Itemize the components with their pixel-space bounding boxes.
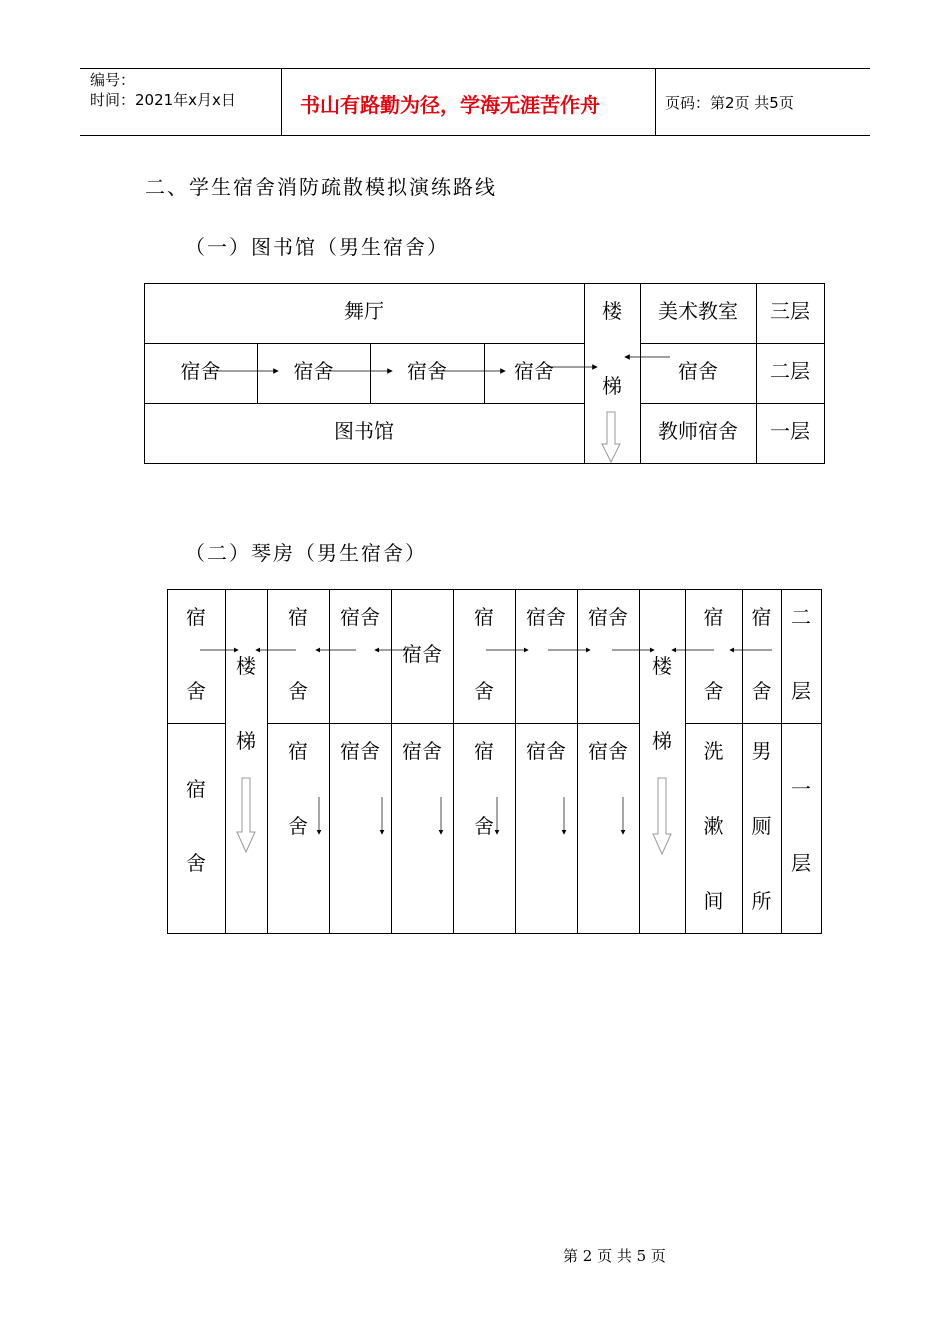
plan2-floor2-ceng: 层 xyxy=(791,679,811,703)
number-label: 编号： xyxy=(90,71,136,89)
plan2-f1-c6-su: 宿 xyxy=(474,739,494,763)
plan2-stair2-ti: 梯 xyxy=(652,729,672,753)
plan2-f2-c3-she: 舍 xyxy=(288,679,308,703)
plan2-f1-c3-she: 舍 xyxy=(288,814,308,838)
plan2-f2-c1-su: 宿 xyxy=(186,605,206,629)
plan2-stair1-hollow-arrow xyxy=(237,778,255,852)
plan2-washroom-1: 洗 xyxy=(703,739,724,763)
plan2-f2-c3-su: 宿 xyxy=(288,605,308,629)
plan1-stair-lou: 楼 xyxy=(602,299,622,323)
plan2-f2-c6-she: 舍 xyxy=(474,679,494,703)
plan2-f1-c1-she: 舍 xyxy=(186,851,206,875)
plan2-stair2-lou: 楼 xyxy=(652,654,672,678)
plan2-f2-c10-su: 宿 xyxy=(703,605,724,629)
time-label: 时间：2021年x月x日 xyxy=(90,91,236,109)
plan2-f2-c8-dorm: 宿舍 xyxy=(588,605,628,629)
plan1-right-dorm: 宿舍 xyxy=(678,359,718,383)
plan2-stair2-hollow-arrow xyxy=(653,778,671,854)
plan1-dorm-1: 宿舍 xyxy=(180,359,221,383)
plan2-f1-c8-dorm: 宿舍 xyxy=(588,739,628,763)
page-info: 页码：第2页 共5页 xyxy=(665,94,794,112)
plan2-floor1-ceng: 层 xyxy=(791,851,811,875)
plan2-f2-c4-dorm: 宿舍 xyxy=(340,605,380,629)
plan2-heading: （二）琴房（男生宿舍） xyxy=(185,541,427,565)
plan2-f1-c5-dorm: 宿舍 xyxy=(402,739,442,763)
plan2-floor2-er: 二 xyxy=(791,605,811,629)
plan2-f1-c4-dorm: 宿舍 xyxy=(340,739,380,763)
plan2-washroom-3: 间 xyxy=(703,889,724,913)
plan2-f1-c1-su: 宿 xyxy=(186,777,206,801)
plan2-toilet-3: 所 xyxy=(751,889,772,913)
plan2-f2-c11-she: 舍 xyxy=(751,679,772,703)
plan1-dorm-2: 宿舍 xyxy=(293,359,334,383)
plan2-washroom-2: 漱 xyxy=(703,814,724,838)
plan1-stair-ti: 梯 xyxy=(602,374,622,398)
plan2-f2-c1-she: 舍 xyxy=(186,679,206,703)
plan1-floor-1: 一层 xyxy=(770,419,810,443)
plan2-toilet-2: 厕 xyxy=(751,814,772,838)
plan2-f1-c3-su: 宿 xyxy=(288,739,308,763)
plan1-heading: （一）图书馆（男生宿舍） xyxy=(185,235,449,259)
plan1-library: 图书馆 xyxy=(334,419,394,443)
plan2-f1-c7-dorm: 宿舍 xyxy=(526,739,566,763)
plan1-dorm-4: 宿舍 xyxy=(514,359,554,383)
plan2-toilet-1: 男 xyxy=(751,739,772,763)
header-motto: 书山有路勤为径，学海无涯苦作舟 xyxy=(300,93,600,117)
plan2-f2-c11-su: 宿 xyxy=(751,605,772,629)
plan1-dance-hall: 舞厅 xyxy=(344,299,384,323)
plan2-f2-c5-dorm: 宿舍 xyxy=(402,642,442,666)
plan2-floor1-yi: 一 xyxy=(791,777,811,801)
section-title: 二、学生宿舍消防疏散模拟演练路线 xyxy=(145,175,497,199)
plan1-floor-3: 三层 xyxy=(770,299,810,323)
plan2-f2-c10-she: 舍 xyxy=(703,679,724,703)
plan2-stair1-ti: 梯 xyxy=(236,729,256,753)
plan2-f1-c6-she: 舍 xyxy=(474,814,494,838)
plan1-dorm-3: 宿舍 xyxy=(407,359,447,383)
page-footer: 第 2 页 共 5 页 xyxy=(563,1247,666,1265)
plan1-teacher-dorm: 教师宿舍 xyxy=(658,419,738,443)
plan2-stair1-lou: 楼 xyxy=(236,654,256,678)
plan1-floor-2: 二层 xyxy=(770,359,810,383)
plan2-f2-c6-su: 宿 xyxy=(474,605,494,629)
plan1-art-room: 美术教室 xyxy=(658,299,738,323)
plan2-f2-c7-dorm: 宿舍 xyxy=(526,605,566,629)
